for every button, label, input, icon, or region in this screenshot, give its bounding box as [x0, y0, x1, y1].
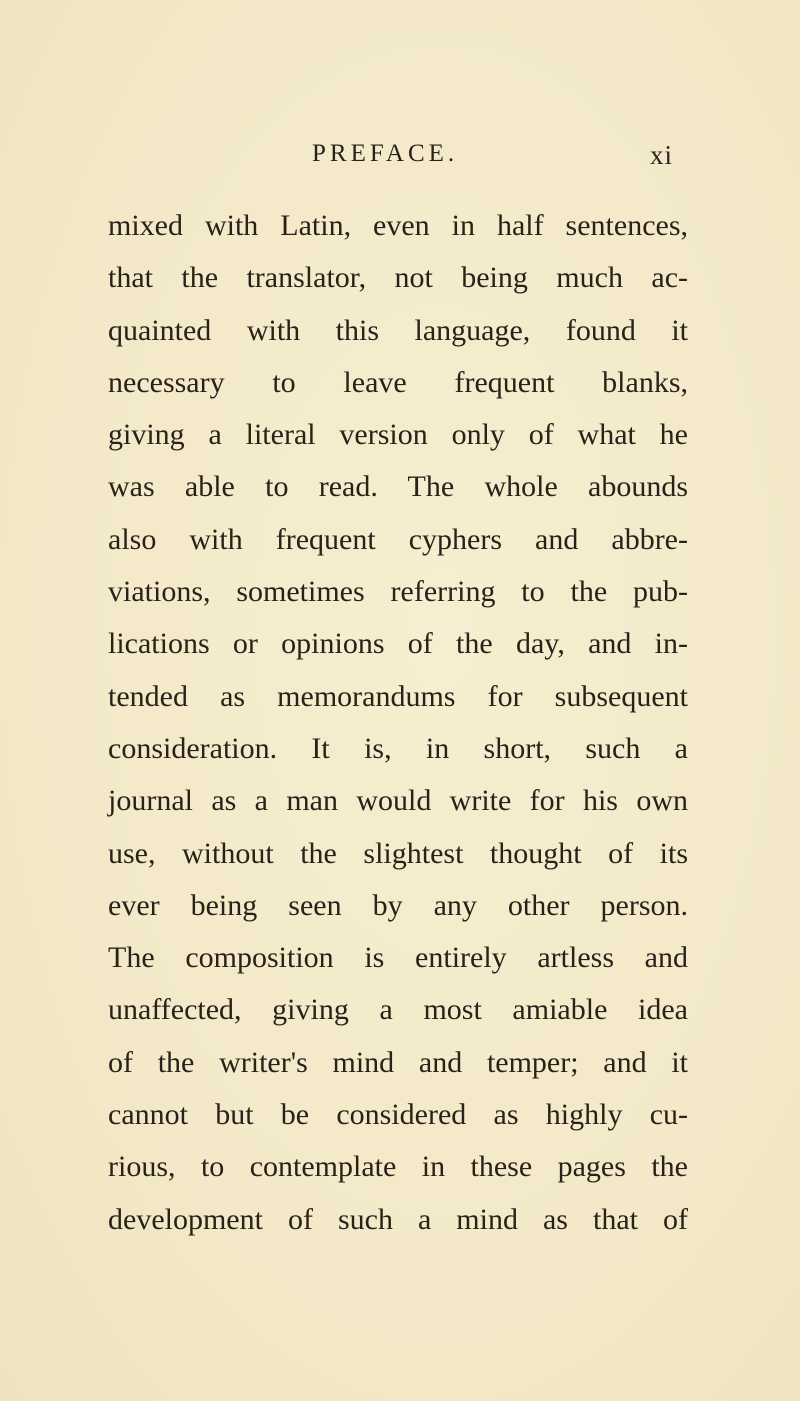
text-line: giving a literal version only of what he	[108, 418, 688, 452]
text-line: consideration. It is, in short, such a	[108, 731, 688, 765]
running-head	[0, 140, 800, 180]
page-number: xi	[650, 140, 674, 170]
text-line: journal as a man would write for his own	[108, 784, 688, 818]
text-line: use, without the slightest thought of its	[108, 836, 688, 870]
body-text	[108, 200, 688, 1246]
text-line: was able to read. The whole abounds	[108, 470, 688, 504]
text-line: viations, sometimes referring to the pub-	[108, 575, 688, 609]
text-line: lications or opinions of the day, and in-	[108, 627, 688, 661]
text-line: quainted with this language, found it	[108, 313, 688, 347]
text-line: mixed with Latin, even in half sentences,	[108, 209, 688, 242]
text-line: unaffected, giving a most amiable idea	[108, 993, 688, 1027]
text-line: ever being seen by any other person.	[108, 888, 688, 922]
text-line: The composition is entirely artless and	[108, 941, 688, 975]
text-line: necessary to leave frequent blanks,	[108, 365, 688, 399]
text-line: also with frequent cyphers and abbre-	[108, 522, 688, 556]
running-head-title: PREFACE.	[312, 140, 459, 167]
text-line: cannot but be considered as highly cu-	[108, 1098, 688, 1132]
text-line: rious, to contemplate in these pages the	[108, 1150, 688, 1184]
text-line: of the writer's mind and temper; and it	[108, 1045, 688, 1079]
text-line: tended as memorandums for subsequent	[108, 679, 688, 713]
text-line: that the translator, not being much ac-	[108, 261, 688, 295]
text-line: development of such a mind as that of	[108, 1202, 688, 1236]
